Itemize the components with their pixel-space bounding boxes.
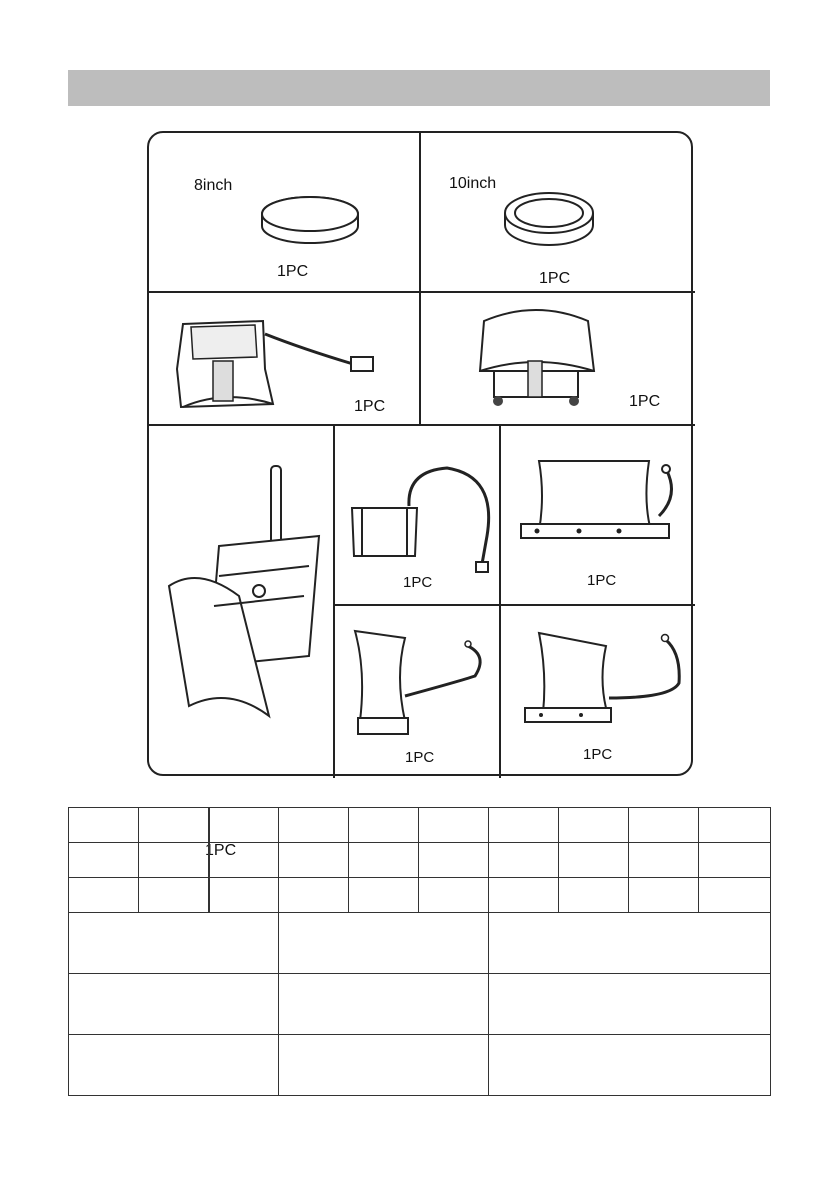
qty-mug-heater-large: 1PC	[587, 572, 617, 589]
latte-heater-a-image	[350, 626, 500, 741]
spec-row	[69, 913, 771, 974]
spec-row	[69, 878, 771, 913]
table-cell	[69, 808, 139, 843]
cell-mug-heater-large	[501, 426, 695, 606]
cell-cap-heater	[149, 293, 421, 426]
section-header-bar	[68, 70, 770, 106]
table-cell	[699, 878, 771, 913]
table-cell	[279, 878, 349, 913]
table-cell	[419, 878, 489, 913]
qty-latte-heater-b: 1PC	[583, 746, 613, 763]
qty-cap-heater: 1PC	[354, 398, 386, 415]
latte-heater-b-image	[521, 628, 691, 733]
table-cell	[489, 808, 559, 843]
table-cell	[489, 843, 559, 878]
qty-latte-heater-a: 1PC	[405, 749, 435, 766]
table-cell	[69, 1035, 279, 1096]
spec-row	[69, 808, 771, 843]
table-cell	[279, 913, 489, 974]
round-plate-8inch-image	[257, 188, 367, 248]
table-cell	[559, 808, 629, 843]
table-cell	[69, 878, 139, 913]
size-label-10inch: 10inch	[449, 175, 497, 192]
mug-heater-wrap-image	[347, 456, 497, 576]
table-cell	[629, 808, 699, 843]
table-cell	[559, 878, 629, 913]
spec-table	[68, 807, 771, 1096]
table-cell	[209, 878, 279, 913]
table-cell	[279, 843, 349, 878]
mug-heater-large-image	[519, 456, 689, 556]
cap-base-image	[476, 301, 606, 411]
table-cell	[699, 808, 771, 843]
table-cell	[69, 843, 139, 878]
cell-10inch-plate	[421, 133, 695, 293]
spec-row	[69, 1035, 771, 1096]
cell-8inch-plate	[149, 133, 421, 293]
mug-press-image	[159, 456, 329, 706]
table-cell	[139, 808, 209, 843]
qty-mug-heater-wrap: 1PC	[403, 574, 433, 591]
accessories-grid	[147, 131, 693, 859]
table-cell	[139, 843, 209, 878]
table-cell	[629, 843, 699, 878]
table-cell	[209, 808, 279, 843]
table-cell	[419, 843, 489, 878]
table-cell	[489, 913, 771, 974]
table-cell	[279, 974, 489, 1035]
table-cell	[699, 843, 771, 878]
table-cell	[69, 974, 279, 1035]
table-cell	[69, 913, 279, 974]
table-cell	[489, 1035, 771, 1096]
cell-latte-heater-a	[335, 606, 501, 778]
size-label-8inch: 8inch	[194, 177, 233, 194]
cell-mug-heater-wrap	[335, 426, 501, 606]
table-cell	[489, 878, 559, 913]
qty-8inch-plate: 1PC	[277, 263, 309, 280]
table-cell	[139, 878, 209, 913]
cell-mug-press	[149, 426, 335, 859]
table-cell	[489, 974, 771, 1035]
qty-mug-press: 1PC	[205, 842, 237, 859]
table-cell	[209, 843, 279, 878]
spec-row	[69, 974, 771, 1035]
table-cell	[349, 878, 419, 913]
table-cell	[349, 843, 419, 878]
qty-10inch-plate: 1PC	[539, 270, 571, 287]
table-cell	[629, 878, 699, 913]
round-plate-10inch-image	[501, 185, 601, 255]
qty-cap-base: 1PC	[629, 393, 661, 410]
table-cell	[279, 808, 349, 843]
table-cell	[559, 843, 629, 878]
table-cell	[419, 808, 489, 843]
spec-row	[69, 843, 771, 878]
table-cell	[349, 808, 419, 843]
cell-cap-base	[421, 293, 695, 426]
table-cell	[279, 1035, 489, 1096]
cell-latte-heater-b	[501, 606, 695, 778]
